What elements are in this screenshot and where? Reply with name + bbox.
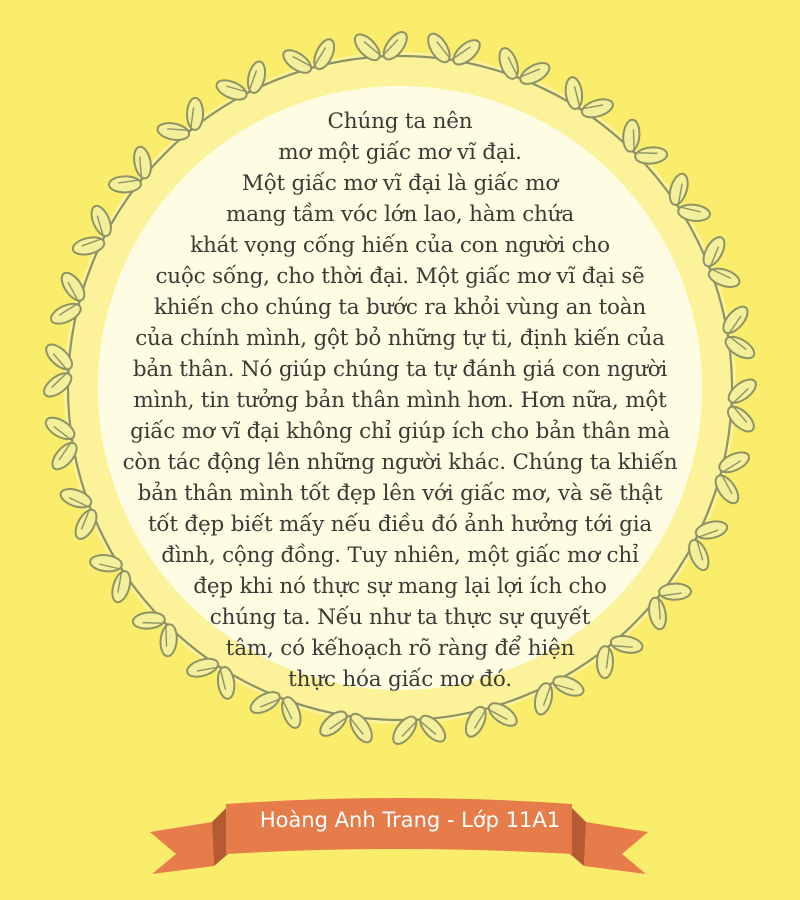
essay-line: bản thân. Nó giúp chúng ta tự đánh giá con người — [132, 357, 668, 382]
essay-line: mình, tin tưởng bản thân mình hơn. Hơn nữa, một — [133, 388, 667, 413]
author-signature: Hoàng Anh Trang - Lớp 11A1 — [259, 808, 561, 832]
essay-line: mơ một giấc mơ vĩ đại. — [278, 140, 522, 165]
essay-line: đình, cộng đồng. Tuy nhiên, một giấc mơ chỉ — [161, 543, 639, 568]
essay-line: giấc mơ vĩ đại không chỉ giúp ích cho bản thân mà — [130, 419, 670, 444]
essay-line: khát vọng cống hiến của con người cho — [190, 233, 610, 258]
essay-line: Chúng ta nên — [327, 109, 473, 134]
essay-line: Một giấc mơ vĩ đại là giấc mơ — [241, 171, 559, 196]
essay-text — [110, 106, 690, 695]
leaf-icon — [214, 76, 250, 103]
essay-line: của chính mình, gột bỏ những tự ti, định kiến của — [135, 326, 665, 351]
essay-line: tâm, có kếhoạch rõ ràng để hiện — [225, 636, 575, 661]
essay-line: khiến cho chúng ta bước ra khỏi vùng an toàn — [153, 295, 647, 320]
essay-line: còn tác động lên những người khác. Chúng ta khiến — [122, 450, 678, 475]
essay-line: chúng ta. Nếu như ta thực sự quyết — [209, 605, 591, 630]
essay-line: tốt đẹp biết mấy nếu điều đó ảnh hưởng tới gia — [147, 512, 653, 537]
essay-line: mang tầm vóc lớn lao, hàm chứa — [226, 202, 574, 227]
essay-line: thực hóa giấc mơ đó. — [288, 667, 512, 692]
ribbon-left-tail — [150, 822, 214, 874]
essay-line: đẹp khi nó thực sự mang lại lợi ích cho — [193, 574, 607, 599]
essay-line: bản thân mình tốt đẹp lên với giấc mơ, và sẽ thật — [137, 481, 663, 506]
essay-line: cuộc sống, cho thời đại. Một giấc mơ vĩ đại sẽ — [155, 264, 645, 289]
